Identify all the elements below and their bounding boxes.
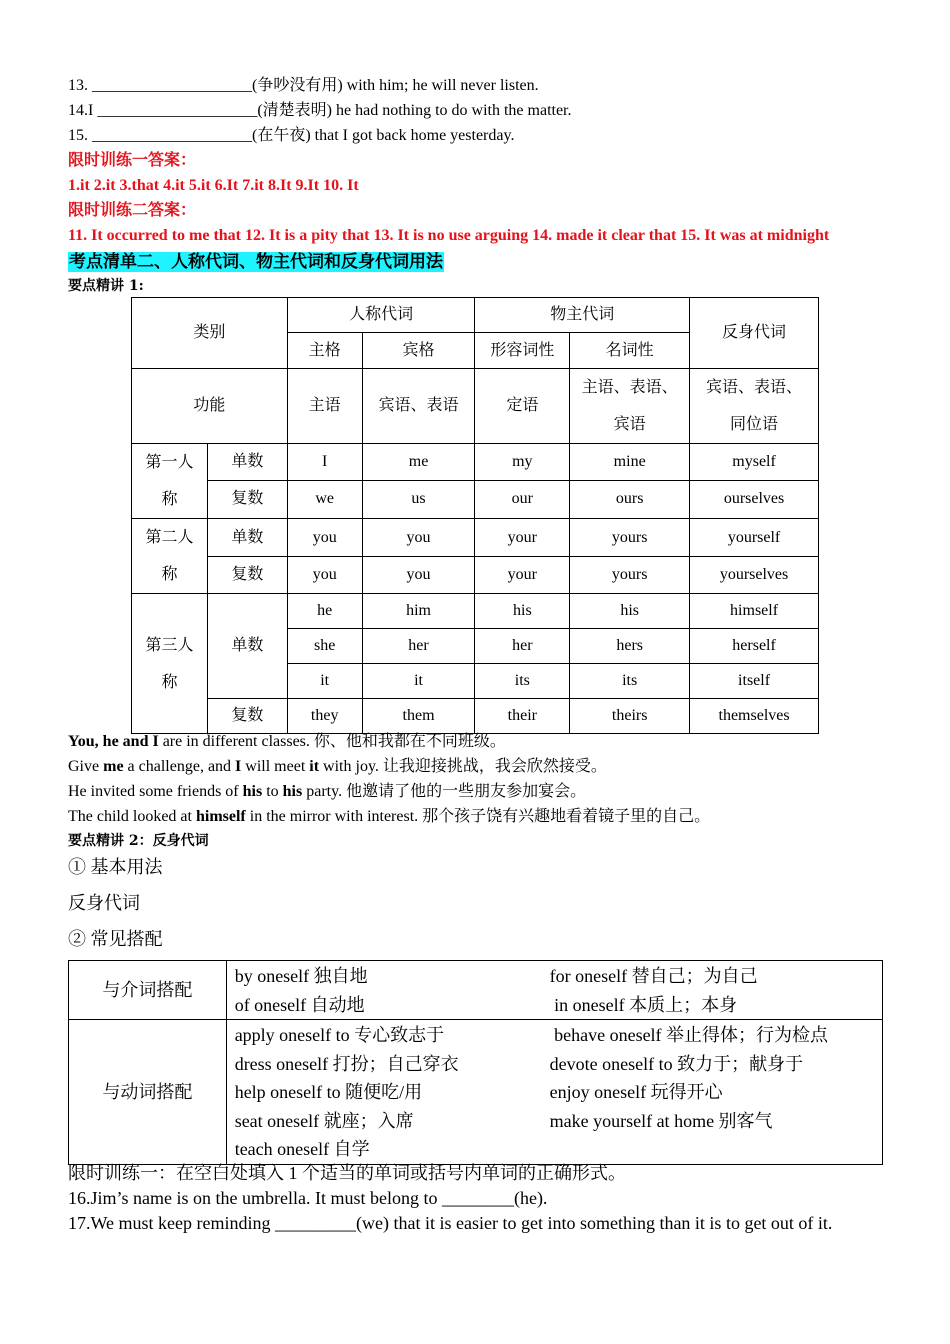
cell: its	[570, 664, 690, 699]
func-adj: 定语	[475, 369, 570, 444]
collocation-item: devote oneself to 致力于；献身于	[549, 1053, 804, 1074]
header-possessive: 物主代词	[475, 298, 690, 333]
second-person: 第二人称	[132, 519, 208, 594]
header-subject: 主格	[287, 333, 362, 369]
common-collocations: ② 常见搭配	[68, 929, 163, 949]
singular-label: 单数	[207, 444, 287, 481]
example-1	[68, 732, 506, 752]
verb-right-col	[550, 1020, 883, 1165]
cell: you	[287, 519, 362, 557]
cell: himself	[690, 594, 819, 629]
cell: his	[475, 594, 570, 629]
collocation-item: dress oneself 打扮；自己穿衣	[234, 1053, 459, 1074]
cell: themselves	[690, 699, 819, 734]
cell: yourselves	[690, 557, 819, 594]
collocation-item: teach oneself 自学	[234, 1139, 370, 1159]
collocation-item: for oneself 替自己；为自己	[549, 966, 758, 986]
example-text: party. 他邀请了他的一些朋友参加宴会。	[302, 783, 587, 800]
plural-label: 复数	[207, 557, 287, 594]
cell: mine	[570, 444, 690, 481]
header-personal: 人称代词	[287, 298, 475, 333]
cell: he	[287, 594, 362, 629]
cell: it	[362, 664, 475, 699]
header-adj: 形容词性	[475, 333, 570, 369]
practice-title: 限时训练一：在空白处填入 1 个适当的单词或括号内单词的正确形式。	[68, 1163, 626, 1183]
cell: she	[287, 629, 362, 664]
verb-label: 与动词搭配	[69, 1020, 227, 1165]
collocation-item: make yourself at home 别客气	[549, 1110, 773, 1131]
cell: her	[475, 629, 570, 664]
cell: you	[362, 519, 475, 557]
verb-left-col	[226, 1020, 549, 1165]
header-category: 类别	[132, 298, 288, 369]
prep-left-col	[226, 961, 549, 1020]
cell: your	[475, 557, 570, 594]
cell: itself	[690, 664, 819, 699]
third-person: 第三人称	[132, 594, 208, 734]
cell: it	[287, 664, 362, 699]
reflexive-label: 反身代词	[68, 893, 140, 913]
collocation-item: help oneself to 随便吃/用	[234, 1082, 423, 1102]
answers2: 11. It occurred to me that 12. It is a pity that 13. It is no use arguing 14. made it clear that 15. It was at midnight	[68, 227, 830, 244]
cell: you	[362, 557, 475, 594]
func-noun: 主语、表语、宾语	[570, 369, 690, 444]
question-16: 16.Jim’s name is on the umbrella. It must belong to ________(he).	[68, 1188, 548, 1208]
collocation-table	[68, 960, 883, 1165]
collocation-item: by oneself 独自地	[234, 966, 368, 986]
func-label: 功能	[132, 369, 288, 444]
cell: their	[475, 699, 570, 734]
singular-label: 单数	[207, 594, 287, 699]
collocation-item: apply oneself to 专心致志于	[234, 1025, 445, 1045]
cell: yourself	[690, 519, 819, 557]
example-3	[68, 782, 586, 802]
cell: him	[362, 594, 475, 629]
cell: theirs	[570, 699, 690, 734]
cell: our	[475, 480, 570, 518]
question-17: 17.We must keep reminding _________(we) that it is easier to get into something than it is to get out of it.	[68, 1213, 833, 1233]
cell: myself	[690, 444, 819, 481]
example-text: Give	[68, 758, 104, 775]
singular-label: 单数	[207, 519, 287, 557]
example-text: with joy. 让我迎接挑战，我会欣然接受。	[319, 758, 607, 775]
collocation-item: enjoy oneself 玩得开心	[549, 1082, 723, 1102]
example-text: He invited some friends of	[68, 783, 243, 800]
example-bold: I	[235, 758, 242, 775]
answers1: 1.it 2.it 3.that 4.it 5.it 6.It 7.it 8.It 9.It 10. It	[68, 177, 359, 194]
plural-label: 复数	[207, 480, 287, 518]
example-bold: himself	[195, 808, 246, 825]
header-reflexive: 反身代词	[690, 298, 819, 369]
prep-label: 与介词搭配	[69, 961, 227, 1020]
cell: we	[287, 480, 362, 518]
cell: us	[362, 480, 475, 518]
header-noun: 名词性	[570, 333, 690, 369]
cell: hers	[570, 629, 690, 664]
section-title-text: 考点清单二、人称代词、物主代词和反身代词用法	[69, 252, 443, 272]
example-bold: his	[242, 783, 263, 800]
cell: yours	[570, 519, 690, 557]
example-text: are in different classes. 你、他和我都在不同班级。	[158, 733, 506, 750]
cell: I	[287, 444, 362, 481]
example-text: will meet	[241, 758, 310, 775]
point2-title: 要点精讲 2：反身代词	[68, 833, 209, 849]
header-object: 宾格	[362, 333, 475, 369]
plural-label: 复数	[207, 699, 287, 734]
example-text: The child looked at	[68, 808, 196, 825]
cell: its	[475, 664, 570, 699]
example-bold: it	[309, 758, 320, 775]
cell: me	[362, 444, 475, 481]
cell: they	[287, 699, 362, 734]
cell: ours	[570, 480, 690, 518]
func-subject: 主语	[287, 369, 362, 444]
cell: your	[475, 519, 570, 557]
pronoun-table	[131, 297, 819, 734]
cell: ourselves	[690, 480, 819, 518]
point1-title: 要点精讲 1:	[68, 278, 144, 294]
example-text: to	[262, 783, 283, 800]
answers2-title: 限时训练二答案：	[68, 202, 197, 219]
section-title	[68, 250, 444, 275]
cell: his	[570, 594, 690, 629]
exercise-14: 14.I ____________________(清楚表明) he had nothing to do with the matter.	[68, 102, 572, 119]
example-4	[68, 807, 710, 827]
collocation-item: of oneself 自动地	[234, 994, 365, 1015]
cell: herself	[690, 629, 819, 664]
cell: yours	[570, 557, 690, 594]
example-text: a challenge, and	[123, 758, 236, 775]
example-2	[68, 757, 607, 777]
example-bold: his	[282, 783, 303, 800]
first-person: 第一人称	[132, 444, 208, 519]
cell: you	[287, 557, 362, 594]
func-reflexive: 宾语、表语、同位语	[690, 369, 819, 444]
cell: them	[362, 699, 475, 734]
func-object: 宾语、表语	[362, 369, 475, 444]
exercise-15: 15. ____________________(在午夜) that I got back home yesterday.	[68, 127, 515, 144]
example-bold: You, he and I	[68, 733, 159, 750]
prep-right-col	[550, 961, 883, 1020]
example-text: in the mirror with interest. 那个孩子饶有兴趣地看着镜子里的自己。	[245, 808, 711, 825]
example-bold: me	[103, 758, 124, 775]
answers1-title: 限时训练一答案：	[68, 152, 197, 169]
cell: her	[362, 629, 475, 664]
collocation-item: in oneself 本质上；本身	[549, 994, 738, 1015]
cell: my	[475, 444, 570, 481]
collocation-item: behave oneself 举止得体；行为检点	[549, 1025, 829, 1045]
exercise-13: 13. ____________________(争吵没有用) with him; he will never listen.	[68, 77, 539, 94]
basic-usage: ① 基本用法	[68, 857, 163, 877]
collocation-item: seat oneself 就座；入席	[234, 1110, 414, 1131]
